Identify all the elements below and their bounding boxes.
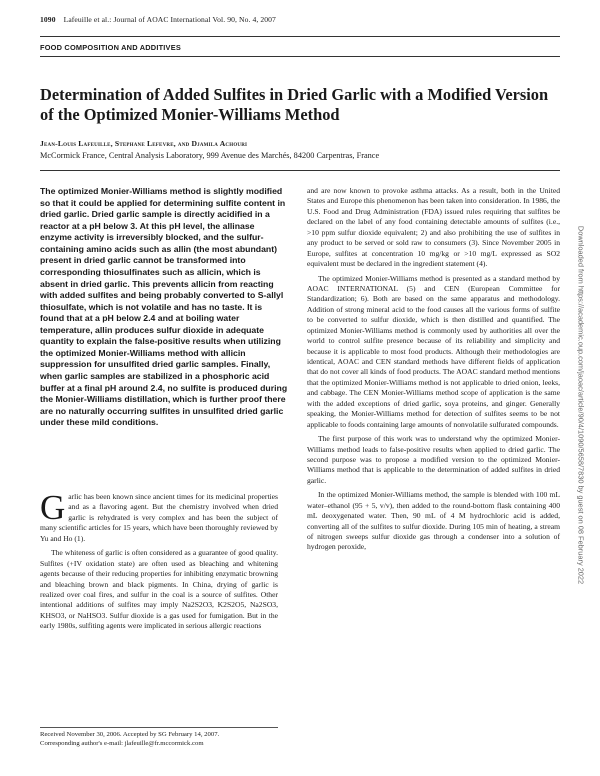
footnote-rule [40,727,278,728]
page-number: 1090 [40,15,56,24]
intro-paragraph-1 [40,488,278,544]
author-list: Jean-Louis Lafeuille, Stephane Lefevre, and Djamila Achouri [40,139,248,148]
article-title: Determination of Added Sulfites in Dried Garlic with a Modified Version of the Optimized Monier-Williams Method [40,85,549,124]
section-rule [40,56,560,57]
right-paragraph-2: The optimized Monier-Williams method is presented as a standard method by AOAC INTERNATIONAL (5) and CEN (European Committee for Standardization; 6). Both are based on the same apparatus and methodology. Addition of strong mineral acid to the food causes all the various forms of sulfite to be converted to sulfur dioxide, which is then distilled and quantified. The optimized Monier-Williams method is commonly used by authorities all over the world to control sulfite presence because of its reliability and simplicity and because it is applicable to most food products. Although their methodologies are identical, AOAC and CEN standard methods have different fields of application that do not cover all kinds of food products. The AOAC standard method mentions that the optimized Monier-Williams method is not applicable to dried onion, leeks, and cabbage. The CEN Monier-Williams method scope of application is the same with the added exceptions of dried garlic, soya proteins, and ginger. Generally speaking, the Monier-Williams method for detection of sulfites seems to be not applicable to foods containing large amounts of nonvolatile sulfurated compounds. [307,273,560,429]
intro-column [40,488,278,632]
running-head [40,15,276,24]
section-label: FOOD COMPOSITION AND ADDITIVES [40,43,181,52]
received-date: Received November 30, 2006. Accepted by SG February 14, 2007. [40,731,220,738]
header-rule [40,36,560,37]
footnote [40,730,278,748]
right-paragraph-3: The first purpose of this work was to understand why the optimized Monier-Williams method leads to false-positive results when applied to dried garlic. The second purpose was to propose a modified version to the optimized Monier-Williams method that is applicable to the determination of added sulfites in dried garlic. [307,434,560,485]
corresponding-author: Corresponding author's e-mail: jlafeuille@fr.mccormick.com [40,740,204,747]
body-right-column [307,186,560,553]
title-rule [40,170,560,171]
abstract: The optimized Monier-Williams method is slightly modified so that it could be applied for determining sulfite content in dried garlic. Dried garlic sample is directly acidified in a reactor at a pH below 3. At this pH level, the allinase enzyme activity is irreversibly blocked, and the sulfur-containing amino acids such as allin (the most abundant) present in dried garlic cannot be transformed into corresponding thiosulfinates such as allicin, which is absent in dried garlic. This prevents allicin from reacting with added sulfites and being probably converted to S-allyl thiosulfate, which is not volatile and has no taste. It is found that at a pH below 2.4 and at boiling water temperature, allin produces sulfur dioxide in adequate quantity to explain the false-positive results when utilizing the optimized Monier-Williams method with allicin suppression for unsulfited dried garlic samples. Finally, when garlic samples are stabilized in a phosphoric acid buffer at a final pH around 2.4, no sulfite is produced during the Monier-Williams distillation, which is further proof there are no naturally occurring sulfites in unsulfited dried garlic under these mild conditions. [40,186,288,428]
intro-paragraph-1-text: arlic has been known since ancient times for its medicinal properties and as a flavoring agent. But the chemistry involved when dried garlic is rehydrated is very complex and has been the subject of many scientific articles for 15 years, which have been thoroughly reviewed by Yu and Ho (1). [40,492,278,543]
affiliation: McCormick France, Central Analysis Laboratory, 999 Avenue des Marchés, 84200 Carpentras, France [40,151,380,160]
intro-paragraph-2: The whiteness of garlic is often considered as a guarantee of good quality. Sulfites (+IV oxidation state) are often used as bleaching and whitening agents because of their reducing properties for inhibiting enzymatic browning and bleaching brown and black pigments. In China, drying of garlic is realized over coal fires, and sulfur in the coal is a source of sulfites. Other intentional additions of sulfites may imply Na2S2O3, K2S2O5, Na2SO3, KHSO3, or NaHSO3. Sulfur dioxide is a gas used for fumigation. But in the early 1980s, sulfiting agents were implicated in serious allergic reactions [40,548,278,631]
download-notice[interactable]: Downloaded from https://academic.oup.com/jaoac/article/90/4/1090/5658/7830 by guest on 08 February 2022 [576,225,586,585]
journal-citation: Lafeuille et al.: Journal of AOAC International Vol. 90, No. 4, 2007 [63,15,276,24]
right-paragraph-1: and are now known to provoke asthma attacks. As a result, both in the United States and Europe this phenomenon has been taken into consideration. In 1986, the U.S. Food and Drug Administration (FDA) issued rules requiring that sulfites be declared on the label of any food containing detectable amounts of sulfites (i.e., >10 ppm sulfur dioxide equivalent; 2) and also prohibiting the use of sulfites in any product to be served or sold raw to consumers (3). Since November 2005 in Europe, sulfites at concentration 10 mg/kg or >10 mg/L expressed as SO2 equivalent must be declared in the ingredient statement (4). [307,186,560,269]
drop-cap: G [40,488,66,527]
right-paragraph-4: In the optimized Monier-Williams method, the sample is blended with 100 mL water–ethanol (95 + 5, v/v), then added to the round-bottom flask containing 400 mL deoxygenated water. Then, 90 mL of 4 M hydrochloric acid is added, converting all of the sulfites to sulfur dioxide. During 105 min of heating, a stream of nitrogen sweeps sulfur dioxide gas through a condenser into a solution of hydrogen peroxide, [307,490,560,552]
